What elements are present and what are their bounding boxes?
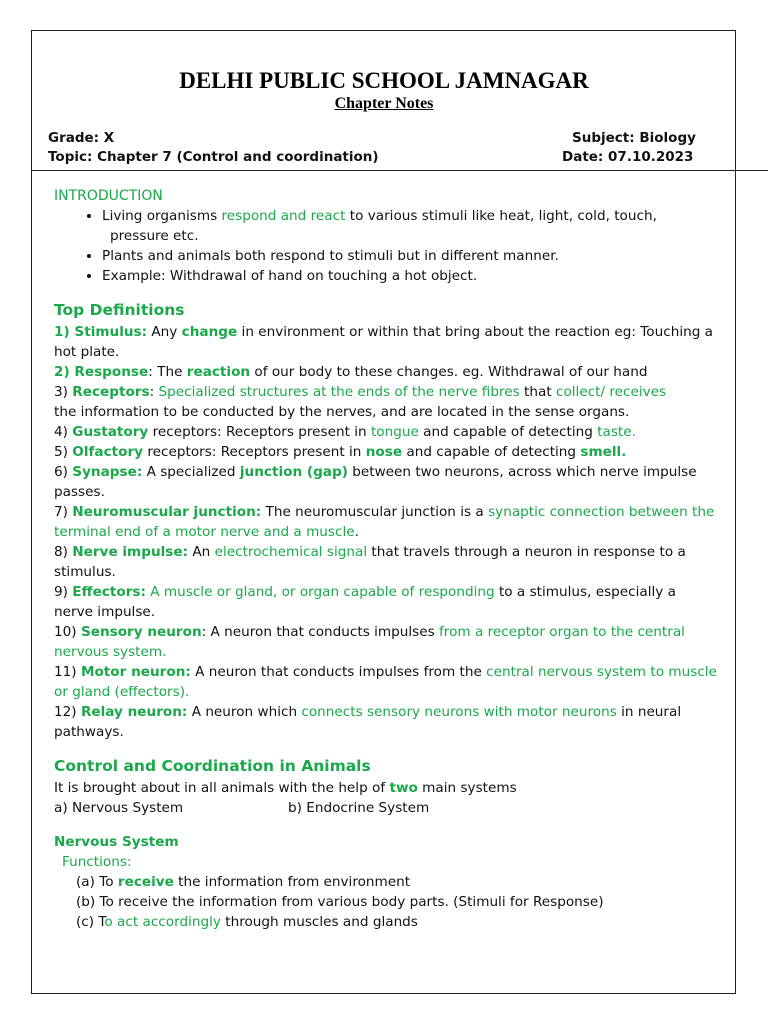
definition-7: 7) Neuromuscular junction: The neuromuscular junction is a synaptic connection between the terminal end of a motor nerve and a muscle. — [54, 504, 715, 540]
header-divider — [31, 170, 768, 171]
definition-5: 5) Olfactory receptors: Receptors present in nose and capable of detecting smell. — [54, 444, 627, 460]
function-a: (a) To receive the information from environment — [76, 874, 411, 890]
definition-10: 10) Sensory neuron: A neuron that conducts impulses from a receptor organ to the central nervous system. — [54, 624, 685, 660]
intro-list — [54, 206, 744, 286]
definition-3: 3) Receptors: Specialized structures at the ends of the nerve fibres that collect/ receives the information to be conducted by the nerves, and are located in the sense organs. — [54, 384, 667, 420]
definition-1: 1) Stimulus: Any change in environment or within that bring about the reaction eg: Touching a hot plate. — [54, 324, 713, 360]
definitions-heading: Top Definitions — [54, 301, 185, 319]
school-title: DELHI PUBLIC SCHOOL JAMNAGAR — [179, 68, 589, 93]
definition-4: 4) Gustatory receptors: Receptors present in tongue and capable of detecting taste. — [54, 424, 636, 440]
function-b: (b) To receive the information from various body parts. (Stimuli for Response) — [76, 894, 604, 910]
definition-6: 6) Synapse: A specialized junction (gap) between two neurons, across which nerve impulse passes. — [54, 464, 697, 500]
definition-9: 9) Effectors: A muscle or gland, or organ capable of responding to a stimulus, especially a nerve impulse. — [54, 584, 676, 620]
date-line: Date: 07.10.2023 — [562, 149, 694, 165]
grade-line: Grade: X — [48, 130, 115, 146]
definition-2: 2) Response: The reaction of our body to these changes. eg. Withdrawal of our hand — [54, 364, 648, 380]
control-systems: a) Nervous System b) Endocrine System — [54, 800, 430, 816]
intro-heading: INTRODUCTION — [54, 188, 163, 204]
doc-subtitle: Chapter Notes — [334, 95, 434, 112]
intro-bullet: • Plants and animals both respond to stimuli but in different manner. — [102, 246, 744, 266]
control-heading: Control and Coordination in Animals — [54, 757, 371, 775]
notes-body — [54, 186, 744, 932]
function-c: (c) To act accordingly through muscles and glands — [76, 914, 418, 930]
definition-8: 8) Nerve impulse: An electrochemical signal that travels through a neuron in response to a stimulus. — [54, 544, 686, 580]
definition-11: 11) Motor neuron: A neuron that conducts impulses from the central nervous system to muscle or gland (effectors). — [54, 664, 717, 700]
intro-bullet: • Living organisms respond and react to various stimuli like heat, light, cold, touch, pressure etc. — [102, 206, 744, 246]
subject-line: Subject: Biology — [572, 130, 696, 146]
intro-bullet: • Example: Withdrawal of hand on touching a hot object. — [102, 266, 744, 286]
definition-12: 12) Relay neuron: A neuron which connects sensory neurons with motor neurons in neural pathways. — [54, 704, 682, 740]
control-intro: It is brought about in all animals with the help of two main systems — [54, 780, 517, 796]
functions-label: Functions: — [62, 854, 132, 870]
topic-line: Topic: Chapter 7 (Control and coordination) — [48, 149, 379, 165]
nervous-heading: Nervous System — [54, 834, 179, 850]
